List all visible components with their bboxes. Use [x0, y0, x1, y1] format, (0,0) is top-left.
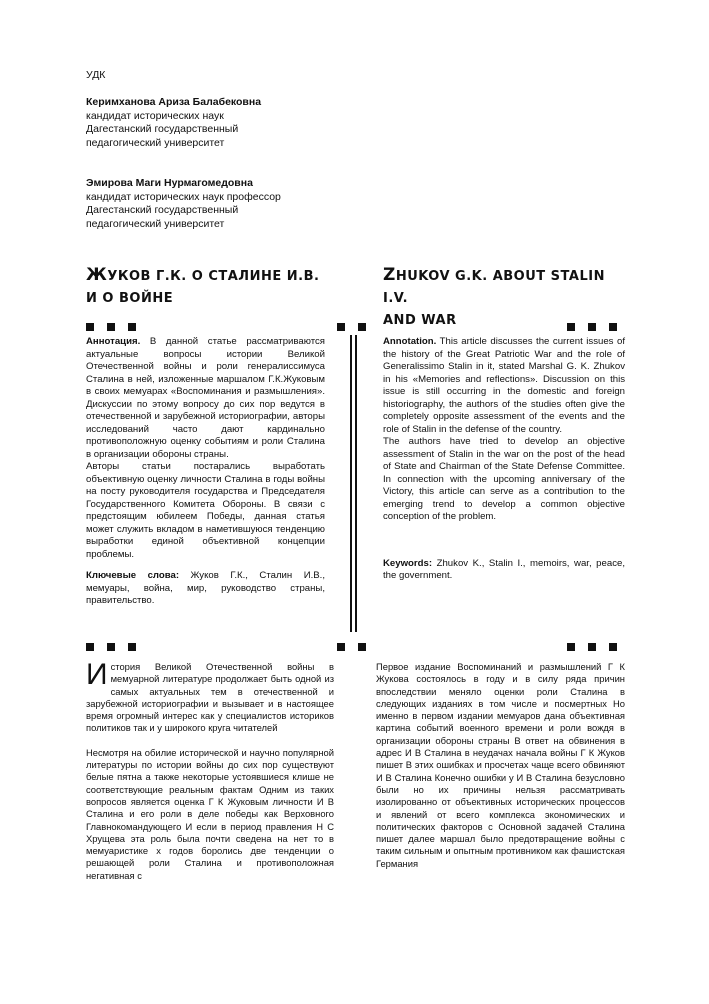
author-degree: кандидат исторических наук	[86, 109, 224, 122]
abstract-ru-p2: Авторы статьи постарались выработать объективную оценку личности Сталина в годы войны на посту руководителя государства и Председателя Государственного Комитета Обороны. В связи с предстоящим юбилеем Победы, данная статья может служить вкладом в наметившуюся тенденцию выработки единой объективной концепции проблемы.	[86, 461, 325, 560]
abstract-en-p2: The authors have tried to develop an objective assessment of Stalin in the war on the post of the head of State and Chairman of the State Defense Committee. In connection with the upcoming anniversary of the Victory, this article can serve as a contribution to the emerging trend to develop a common objective conception of the problem.	[383, 436, 625, 522]
udk-label: УДК	[86, 69, 106, 81]
abstract-ru-p1: В данной статье рассматриваются актуальные вопросы истории Великой Отечественной войны и роли генералиссимуса Сталина в ней, изложенные маршалом Г.К.Жуковым в своих мемуарах «Воспоминания и размышления». Дискуссии по этому вопросу до сих пор ведутся в отечественной и зарубежной историографии, авторы исследований часто дают кардинально противоположную оценку событиям и роли Сталина в организации обороны страны.	[86, 336, 325, 460]
author-degree: кандидат исторических наук профессор	[86, 190, 281, 203]
author-affiliation: педагогический университет	[86, 217, 225, 230]
ornament-squares	[567, 638, 617, 656]
ornament-squares	[337, 318, 366, 336]
body-paragraph: стория Великой Отечественной войны в мемуарной литературе продолжает быть одной из самых актуальных тем в отечественной и зарубежной историографии и вызывает и в настоящее время огромный интерес как у специалистов историков политиков так и у широкого круга читателей	[86, 661, 334, 734]
column-divider	[355, 335, 357, 632]
body-paragraph: Первое издание Воспоминаний и размышлений Г К Жукова состоялось в году и в силу ряда причин впоследствии меняло оценки роли Сталина в следующих изданиях в том числе и посмертных Но именно в первом издании мемуаров дана объективная картина событий военного времени и роли вождя в организации обороны страны В ответ на обвинения в адрес И В Сталина в неудачах начала войны Г К Жуков пишет В этих ошибках и просчетах чаще всего обвиняют И В Сталина Конечно ошибки у И В Сталина безусловно были но их причины нельзя рассматривать изолированно от объективных исторических процессов и явлений от всего комплекса экономических и политических факторов с Основной задачей Сталина пишет далее маршал было предотвращение войны с таким сильным и опытным противником как фашистская Германия	[376, 661, 625, 869]
author-block-1	[86, 96, 261, 150]
body-paragraph: Несмотря на обилие исторической и научно популярной литературы по истории войны до сих пор существуют белые пятна а также некоторые устоявшиеся клише не соответствующие реальным фактам Одним из таких вопросов является оценка Г К Жуковым личности И В Сталина и его роли в деле победы как Верховного Главнокомандующего И если в период правления Н С Хрущева эта роль была почти сведена на нет то в мемуаристике х годов боролись две тенденции о решающей роли Сталина и противоположная негативная с	[86, 746, 334, 881]
title-ru-line2: И О ВОЙНЕ	[86, 291, 174, 306]
title-en-line1: HUKOV G.K. ABOUT STALIN I.V.	[383, 269, 605, 306]
dropcap: И	[86, 658, 108, 691]
abstract-ru	[86, 336, 325, 608]
author-name: Керимханова Ариза Балабековна	[86, 96, 262, 108]
keywords-en-label: Keywords:	[383, 557, 433, 569]
author-affiliation: педагогический университет	[86, 136, 225, 149]
abstract-ru-label: Аннотация.	[86, 336, 141, 347]
body-right-column	[376, 661, 625, 870]
keywords-ru: Жуков Г.К., Сталин И.В., мемуары, война, мир, руководство страны, правительство.	[86, 570, 325, 606]
author-name: Эмирова Маги Нурмагомедовна	[86, 177, 253, 189]
abstract-en	[383, 336, 625, 583]
ornament-squares	[86, 638, 136, 656]
title-ru	[86, 264, 336, 310]
author-block-2	[86, 177, 281, 231]
title-en-line2: AND WAR	[383, 313, 457, 328]
abstract-en-label: Annotation.	[383, 336, 437, 347]
body-left-column	[86, 658, 334, 882]
author-affiliation: Дагестанский государственный	[86, 204, 239, 216]
keywords-ru-label: Ключевые слова:	[86, 570, 180, 581]
title-en-initial: Z	[383, 265, 396, 285]
ornament-squares	[86, 318, 136, 336]
column-divider	[350, 335, 352, 632]
title-ru-initial: Ж	[86, 265, 108, 285]
author-affiliation: Дагестанский государственный	[86, 123, 239, 135]
title-ru-line1: УКОВ Г.К. О СТАЛИНЕ И.В.	[107, 269, 320, 284]
keywords-en: Zhukov K., Stalin I., memoirs, war, peace, the government.	[383, 557, 625, 581]
ornament-squares	[567, 318, 617, 336]
ornament-squares	[337, 638, 366, 656]
abstract-en-p1: This article discusses the current issues of the history of the Great Patriotic War and the role of Generalissimo Stalin in it, stated Marshal G. K. Zhukov in his «Memories and reflections». Discussion on this issue is still occurring in the domestic and foreign historiography, the authors of the studies often give the completely opposite assessment of the events and the role of Stalin in the defense of the country.	[383, 336, 625, 435]
